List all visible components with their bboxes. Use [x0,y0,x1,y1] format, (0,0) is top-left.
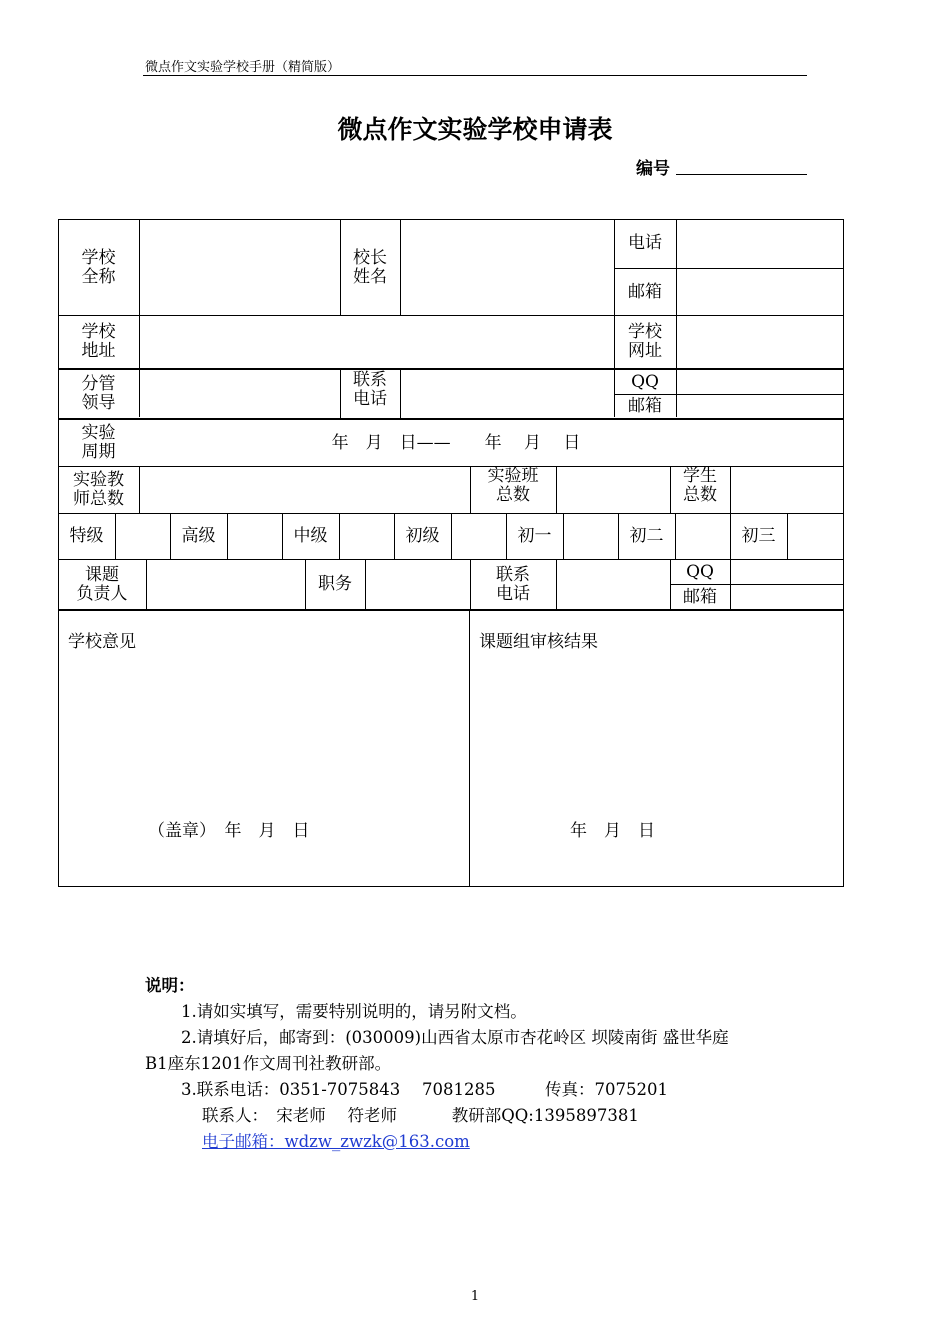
label-school-opinion: 学校意见 [68,632,136,652]
running-header: 微点作文实验学校手册（精简版） [145,60,341,75]
input-grade-7[interactable] [564,514,618,559]
input-grade-junior[interactable] [452,514,506,559]
input-leader[interactable] [140,370,340,418]
input-position[interactable] [366,560,470,609]
input-mailbox[interactable] [677,268,844,316]
label-mailbox-2: 邮箱 [628,396,662,416]
input-mailbox-3[interactable] [731,585,844,609]
input-qq-2[interactable] [731,560,844,584]
instructions-heading: 说明： [145,976,195,995]
label-phone: 电话 [628,233,662,253]
label-grade-8: 初二 [629,526,664,546]
input-school-opinion[interactable] [60,660,468,810]
input-grade-8[interactable] [676,514,730,559]
input-project-leader[interactable] [147,560,305,609]
stamp-date: （盖章） 年 月 日 [148,821,310,841]
serial-label: 编号 [636,159,670,179]
label-teacher-total: 实验教 师总数 [73,470,124,509]
input-qq[interactable] [677,370,844,394]
input-grade-intermediate[interactable] [340,514,394,559]
input-principal-name[interactable] [401,219,614,316]
input-student-total[interactable] [731,467,844,513]
input-school-website[interactable] [677,316,844,368]
label-project-leader: 课题 负责人 [76,564,128,604]
label-mailbox-3: 邮箱 [683,586,717,607]
label-contact-phone: 联系 电话 [353,370,387,409]
label-principal-name: 校长 姓名 [353,247,387,287]
label-school-name: 学校 全称 [81,247,116,287]
input-school-name[interactable] [140,219,340,316]
label-school-address: 学校 地址 [81,322,116,361]
instruction-item-3: 3.联系电话：0351-7075843 7081285 传真：7075201 [181,1080,669,1099]
label-experiment-period: 实验 周期 [81,423,116,462]
label-grade-special: 特级 [69,526,104,546]
label-mailbox: 邮箱 [628,281,662,302]
instructions [145,973,825,1155]
label-grade-9: 初三 [741,526,776,546]
label-grade-intermediate: 中级 [293,526,328,546]
label-grade-senior: 高级 [181,526,216,546]
input-school-address[interactable] [140,316,614,368]
label-position: 职务 [318,574,352,594]
page-number: 1 [470,1289,480,1304]
input-grade-special[interactable] [116,514,170,559]
instruction-item-2-cont: B1座东1201作文周刊社教研部。 [145,1054,392,1073]
label-class-total: 实验班 总数 [487,466,539,505]
email-link[interactable]: 电子邮箱：wdzw_zwzk@163.com [202,1132,470,1151]
review-date: 年 月 日 [570,821,655,841]
input-mailbox-2[interactable] [677,395,844,418]
input-grade-9[interactable] [788,514,844,559]
label-grade-junior: 初级 [405,526,440,546]
instruction-item-2: 2.请填好后，邮寄到：(030009)山西省太原市杏花岭区 坝陵南街 盛世华庭 [181,1028,729,1047]
input-experiment-period[interactable]: 年 月 日—— 年 月 日 [331,432,581,453]
label-student-total: 学生 总数 [683,466,717,505]
form-title: 微点作文实验学校申请表 [337,115,613,144]
label-qq: QQ [631,371,659,392]
label-leader: 分管 领导 [81,374,116,413]
input-phone[interactable] [677,219,844,268]
label-review-result: 课题组审核结果 [479,632,598,652]
input-contact-phone-2[interactable] [557,560,670,609]
input-contact-phone[interactable] [401,370,614,418]
label-contact-phone-2: 联系 电话 [496,564,530,604]
input-grade-senior[interactable] [228,514,282,559]
input-class-total[interactable] [557,467,670,513]
contact-people: 联系人： 宋老师 符老师 教研部QQ:1395897381 [202,1106,639,1125]
label-school-website: 学校 网址 [628,322,662,361]
input-review-result[interactable] [472,660,842,810]
instruction-item-1: 1.请如实填写，需要特别说明的，请另附文档。 [181,1002,527,1021]
input-teacher-total[interactable] [140,467,470,513]
label-grade-7: 初一 [517,526,552,546]
label-qq-2: QQ [686,561,714,582]
